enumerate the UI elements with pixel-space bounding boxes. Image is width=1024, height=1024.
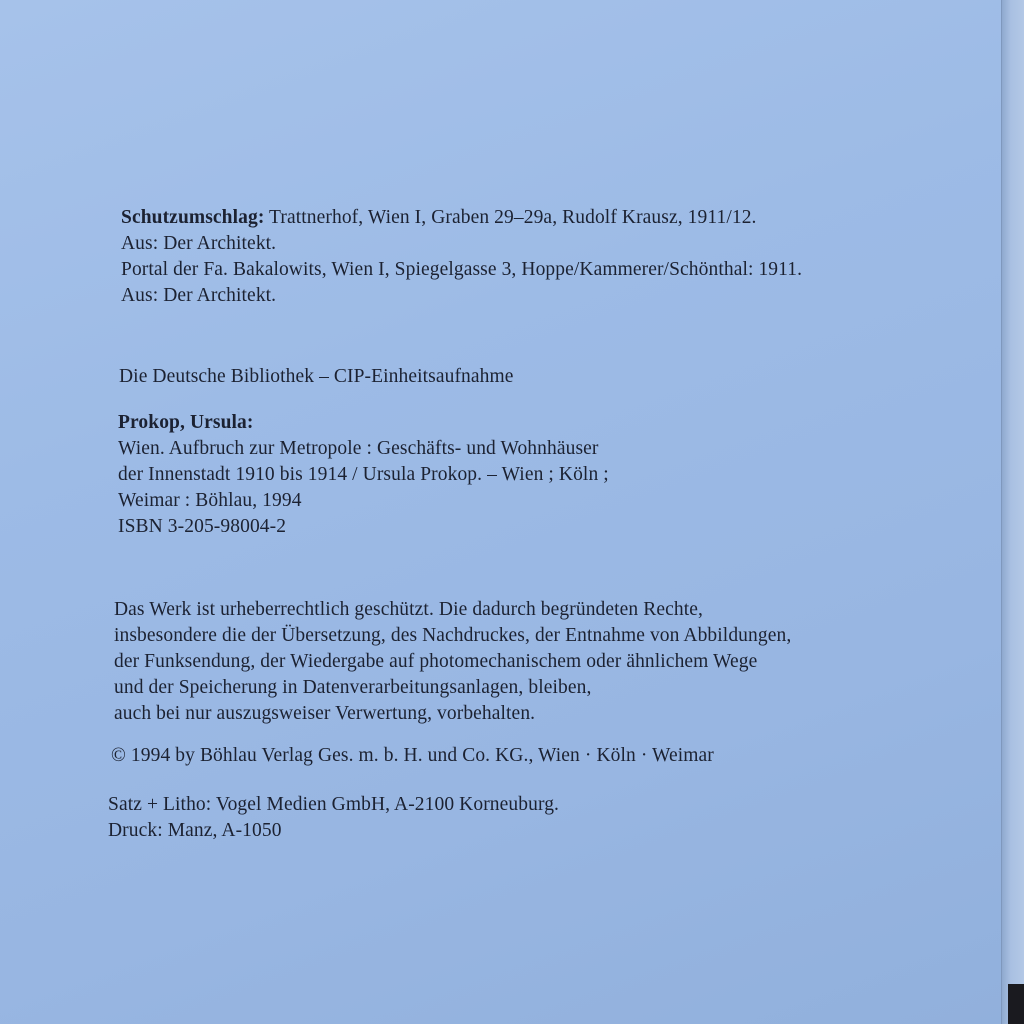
rights-line: und der Speicherung in Datenverarbeitungsanlagen, bleiben,	[114, 677, 592, 698]
background-corner	[1008, 984, 1024, 1024]
rights-notice	[114, 597, 791, 727]
cip-line: der Innenstadt 1910 bis 1914 / Ursula Prokop. – Wien ; Köln ;	[118, 464, 609, 485]
cip-record	[118, 410, 609, 540]
page-edge	[1001, 0, 1024, 1024]
rights-line: insbesondere die der Übersetzung, des Nachdruckes, der Entnahme von Abbildungen,	[114, 625, 792, 646]
cip-isbn: ISBN 3-205-98004-2	[118, 516, 287, 537]
cip-author: Prokop, Ursula:	[118, 412, 254, 433]
cover-credit-text: Trattnerhof, Wien I, Graben 29–29a, Rudolf Krausz, 1911/12.	[264, 207, 757, 228]
copyright-line: © 1994 by Böhlau Verlag Ges. m. b. H. und Co. KG., Wien · Köln · Weimar	[111, 745, 714, 766]
cip-header: Die Deutsche Bibliothek – CIP-Einheitsaufnahme	[119, 366, 514, 387]
cover-label: Schutzumschlag:	[121, 207, 265, 228]
cip-line: Wien. Aufbruch zur Metropole : Geschäfts- und Wohnhäuser	[118, 438, 599, 459]
cover-credit-line-1	[121, 205, 802, 231]
typesetting-line: Satz + Litho: Vogel Medien GmbH, A-2100 Korneuburg.	[108, 794, 560, 815]
rights-line: der Funksendung, der Wiedergabe auf photomechanischem oder ähnlichem Wege	[114, 651, 758, 672]
cover-credit-line-2: Portal der Fa. Bakalowits, Wien I, Spiegelgasse 3, Hoppe/Kammerer/Schönthal: 1911.	[121, 259, 803, 280]
cover-credits	[121, 205, 802, 309]
printing-credits	[108, 792, 559, 844]
cover-credit-source-2: Aus: Der Architekt.	[121, 285, 277, 306]
cip-line: Weimar : Böhlau, 1994	[118, 490, 302, 511]
printer-line: Druck: Manz, A-1050	[108, 820, 282, 841]
rights-line: auch bei nur auszugsweiser Verwertung, vorbehalten.	[114, 703, 536, 724]
cover-credit-source-1: Aus: Der Architekt.	[121, 233, 277, 254]
rights-line: Das Werk ist urheberrechtlich geschützt. Die dadurch begründeten Rechte,	[114, 599, 703, 620]
